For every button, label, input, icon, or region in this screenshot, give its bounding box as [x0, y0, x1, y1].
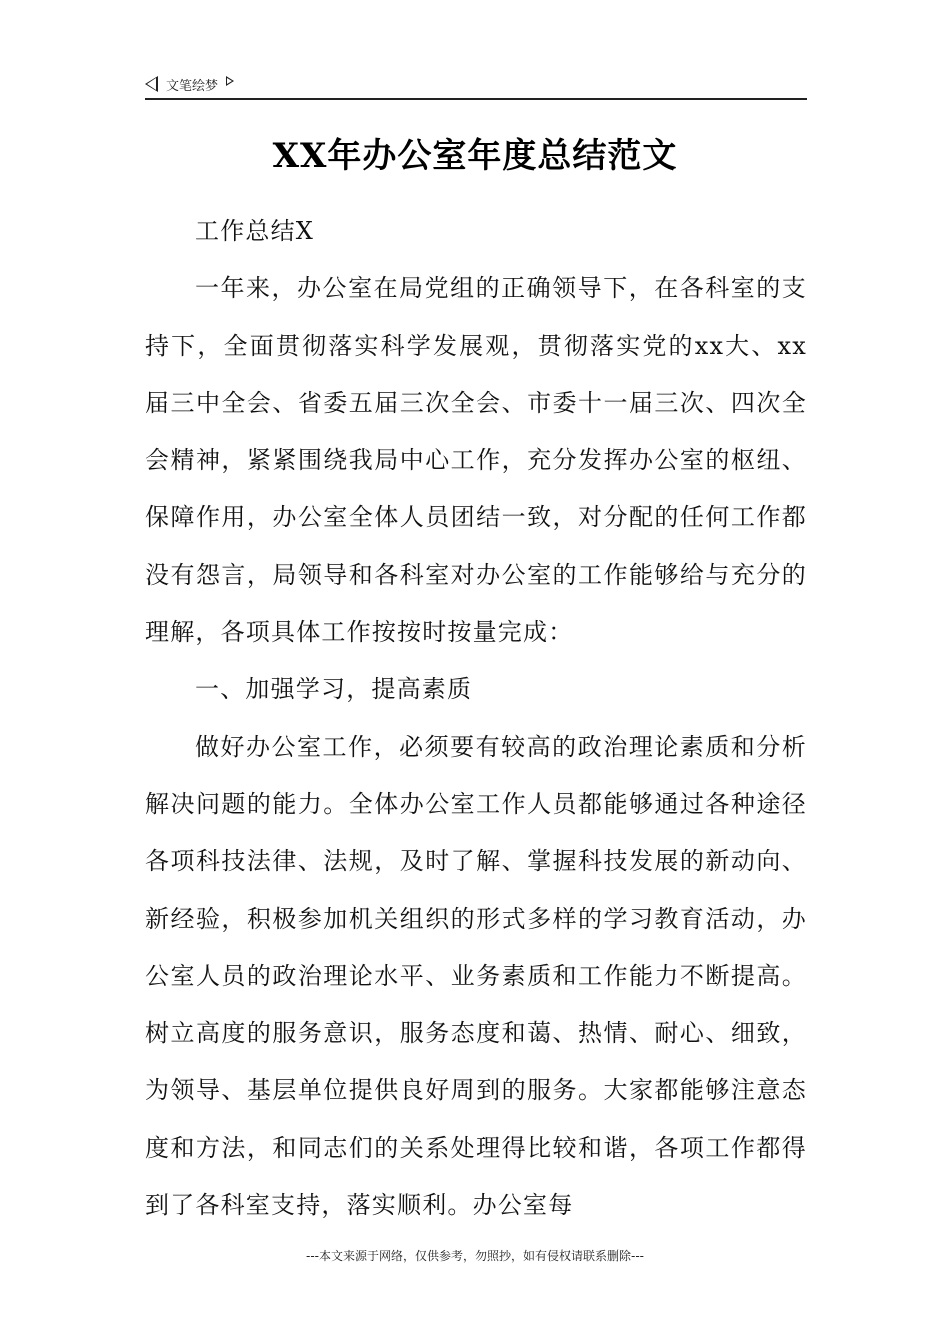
body-paragraph: 一年来，办公室在局党组的正确领导下，在各科室的支持下，全面贯彻落实科学发展观，贯彻落实党的xx大、xx届三中全会、省委五届三次全会、市委十一届三次、四次全会精神，紧紧围绕我局中心工作，充分发挥办公室的枢纽、保障作用，办公室全体人员团结一致，对分配的任何工作都没有怨言，局领导和各科室对办公室的工作能够给与充分的理解，各项具体工作按按时按量完成： — [145, 274, 807, 647]
body-paragraph: 工作总结X — [195, 217, 315, 245]
header-brand: 文笔绘梦 — [166, 78, 219, 94]
triangle-left-icon — [145, 76, 158, 92]
triangle-right-icon — [226, 76, 234, 86]
page-header — [145, 72, 807, 100]
document-title: XX年办公室年度总结范文 — [272, 136, 678, 176]
body-paragraph: 做好办公室工作，必须要有较高的政治理论素质和分析解决问题的能力。全体办公室工作人员都能够通过各种途径各项科技法律、法规，及时了解、掌握科技发展的新动向、新经验，积极参加机关组织的形式多样的学习教育活动，办公室人员的政治理论水平、业务素质和工作能力不断提高。树立高度的服务意识，服务态度和蔼、热情、耐心、细致，为领导、基层单位提供良好周到的服务。大家都能够注意态度和方法，和同志们的关系处理得比较和谐，各项工作都得到了各科室支持，落实顺利。办公室每 — [145, 732, 807, 1220]
header-brand-row — [145, 72, 807, 96]
footer-notice: ---本文来源于网络，仅供参考，勿照抄，如有侵权请联系删除--- — [306, 1249, 644, 1263]
section-heading: 一、加强学习，提高素质 — [195, 675, 473, 704]
document-body — [145, 203, 807, 1234]
